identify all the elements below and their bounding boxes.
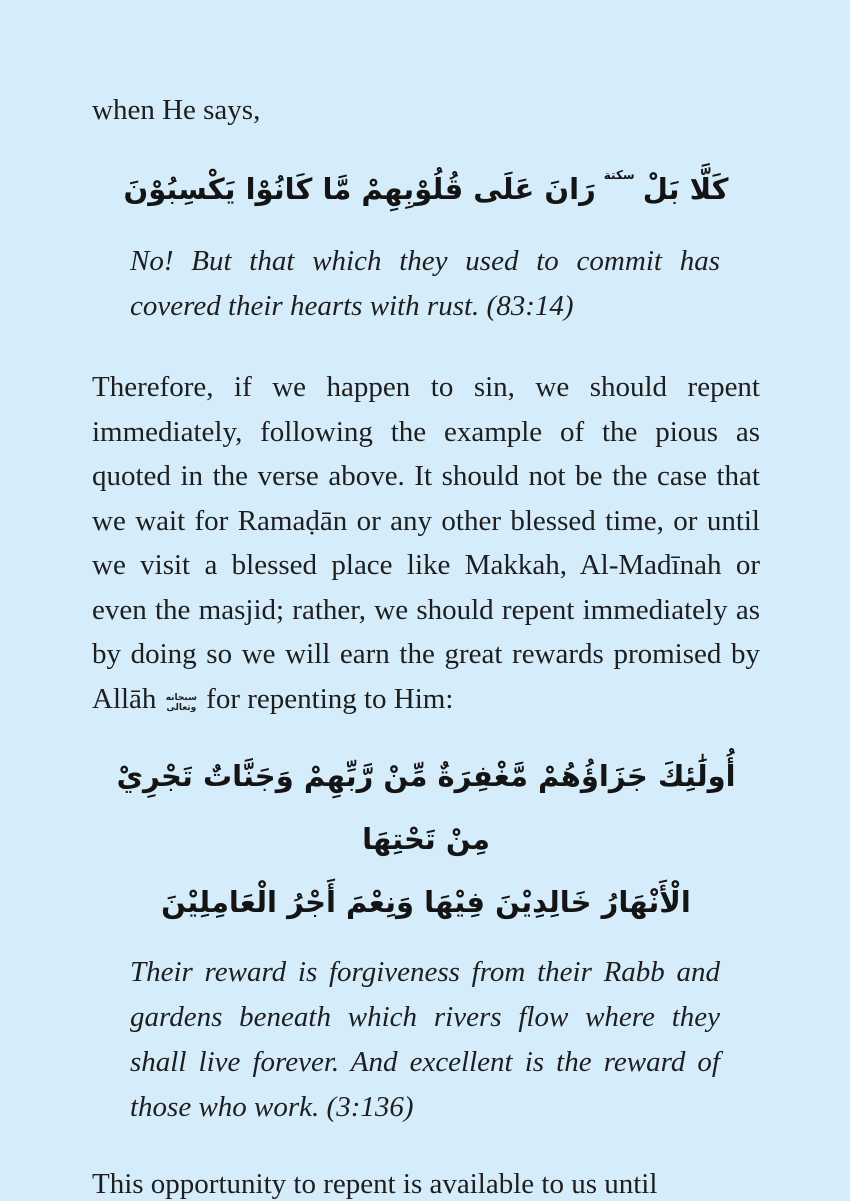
intro-text: when He says,: [92, 94, 261, 126]
allah-honorific-calligraphy: [166, 693, 197, 713]
closing-text: This opportunity to repent is available to us until: [92, 1168, 658, 1200]
verse-part-after-sakta: رَانَ عَلَى قُلُوْبِهِمْ مَّا كَانُوْا يَكْسِبُوْنَ: [123, 172, 596, 206]
honorific-line-2: وتعالى: [166, 702, 197, 713]
paragraph-main-text: Therefore, if we happen to sin, we should repent immediately, following the example of the pious as quoted in the verse above. It should not be the case that we wait for Ramaḍān or any other blessed time, or until we visit a blessed place like Makkah, Al-Madīnah or even the masjid; rather, we should repent immediately as by doing so we will earn the great rewards promised by Allāh: [92, 371, 760, 715]
paragraph-tail-text: for repenting to Him:: [206, 682, 454, 715]
sakta-mark: سكتة: [603, 168, 635, 182]
body-paragraph: [92, 365, 760, 721]
arabic-verse-83-14: [92, 161, 760, 223]
verse-translation-83-14: No! But that which they used to commit has covered their hearts with rust. (83:14): [130, 245, 720, 322]
arabic-verse-3-136: [92, 745, 760, 934]
arabic-verse-3-136-line-1: أُولَٰئِكَ جَزَاؤُهُمْ مَّغْفِرَةٌ مِّنْ رَّبِّهِمْ وَجَنَّاتٌ تَجْرِيْ مِنْ تَحْتِهَا: [116, 759, 736, 856]
verse-translation-3-136: Their reward is forgiveness from their Rabb and gardens beneath which rivers flow where they shall live forever. And excellent is the reward of those who work. (3:136): [130, 956, 720, 1123]
honorific-line-1: سبحانه: [165, 692, 197, 703]
arabic-verse-3-136-line-2: الْأَنْهَارُ خَالِدِيْنَ فِيْهَا وَنِعْمَ أَجْرُ الْعَامِلِيْنَ: [161, 885, 691, 919]
verse-part-before-sakta: كَلَّا بَلْ: [642, 172, 729, 206]
